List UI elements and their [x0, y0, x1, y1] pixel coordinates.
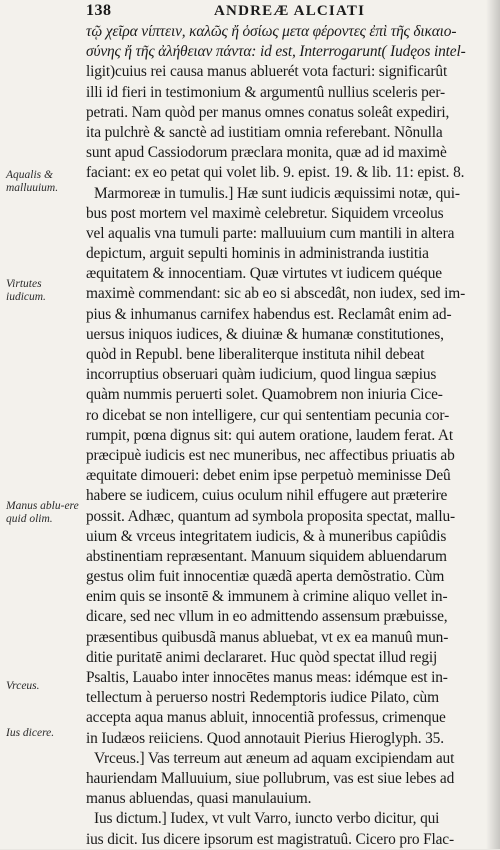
text-line: pius & inhumanus carnifex habendus est. Reclamât enim ad- [86, 305, 452, 323]
body-text [86, 22, 488, 850]
margin-note: Virtutes iudicum. [6, 278, 46, 303]
text-line: ro dicebat se non intelligere, cur qui sententiam pecunia cor- [86, 406, 450, 424]
text-line: incorruptius obseruari quàm iudicium, quod lingua sæpius [86, 366, 437, 384]
text-line: Ius dictum.] Iudex, vt vult Varro, iuncto verbo dicitur, qui [94, 810, 440, 828]
text-line: præsentibus quibusdã manus abluebat, vt ex ea manuû mun- [86, 628, 449, 646]
text-line: rumpit, pœna dignus sit: qui autem oratione, laudem ferat. At [86, 426, 453, 444]
text-line: bus post mortem vel maximè celebretur. Siquidem vrceolus [86, 204, 444, 222]
text-line: æquitatem & innocentiam. Quæ virtutes vt iudicem quéque [86, 265, 442, 283]
running-title: ANDREÆ ALCIATI [214, 3, 366, 19]
text-line: abstinentiam repræsentant. Manuum siquidem abluendarum [86, 547, 447, 565]
text-line: maximè commendant: sic ab eo si abscedât, non iudex, sed im- [86, 285, 466, 303]
text-line: quàm nummis peruerti solet. Quamobrem non iniuria Cice- [86, 386, 443, 404]
text-line: ius dicit. Ius dicere ipsorum est magistratuû. Cicero pro Flac- [86, 830, 454, 848]
text-line: dicare, sed nec vllum in eo admittendo assensum præbuisse, [86, 608, 448, 626]
text-line: ditie puritatē animi declararet. Huc quòd spectat illud regij [86, 648, 438, 666]
page-gutter-shadow [486, 0, 500, 849]
text-line: uersus iniquos iudices, & diuinæ & humanæ constitutiones, [86, 325, 444, 343]
margin-note: Aqualis & malluuium. [6, 169, 59, 194]
text-line: hauriendam Malluuium, siue pollubrum, vas est siue lebes ad [86, 769, 455, 787]
text-line: faciant: ex eo petat qui volet lib. 9. epist. 19. & lib. 11: epist. 8. [86, 164, 465, 182]
text-line: τῷ χεῖρα νίπτειν, καλῶς ἤ ὁσίως μετα φέροντες ἐπὶ τῆς δικαιο- [86, 23, 457, 40]
text-line: accepta aqua manus abluit, innocentiã professus, crimenque [86, 709, 446, 727]
page-number: 138 [86, 2, 112, 19]
text-line: gestus olim fuit innocentiæ quædã aperta demõstratio. Cùm [86, 568, 445, 586]
text-line: vel aqualis vna tumuli parte: malluuium cum mantili in altera [86, 224, 455, 242]
margin-note: Vrceus. [6, 680, 40, 692]
text-line: illi id fieri in testimonium & argumentû nullius sceleris per- [86, 83, 445, 101]
text-line: depictum, arguit sepulti hominis in administranda iustitia [86, 245, 429, 263]
text-line: Marmoreæ in tumulis.] Hæ sunt iudicis æquissimi notæ, qui- [94, 184, 460, 202]
text-line: ita pulchrè & sanctè ad iustitiam omnia referebant. Nõnulla [86, 123, 443, 141]
text-line: σύνης ἤ τῆς ἀλήθειαν πάντα: id est, Interrogarunt( Iudęos intel- [86, 43, 466, 61]
text-line: in Iudæos reiiciens. Quod annotauit Pierius Hieroglyph. 35. [86, 729, 444, 747]
text-line: ligit)cuius rei causa manus abluerét vota facturi: significarût [86, 63, 448, 81]
margin-note: Manus ablu-ere quid olim. [6, 500, 79, 525]
text-line: sunt apud Cassiodorum præclara monita, quæ ad id maximè [86, 144, 447, 162]
text-line: petrati. Nam quòd per manus omnes conatus soleât expediri, [86, 103, 450, 121]
text-line: quòd in Republ. bene liberaliterque instituta nihil debeat [86, 346, 425, 363]
text-line: possit. Adhæc, quantum ad symbola proposita spectat, mallu- [86, 507, 456, 525]
text-line: præcipuè iudicis est nec muneribus, nec affectibus priuatis ab [86, 446, 455, 464]
margin-notes [0, 0, 84, 849]
text-line: habere se iudicem, cuius oculum nihil effugere aut præterire [86, 487, 448, 505]
text-line: Vrceus.] Vas terreum aut æneum ad aquam excipiendam aut [94, 749, 455, 767]
text-line: manus abluendas, quasi manulauium. [86, 790, 312, 808]
text-line: æquitate dimoueri: debet enim ipse perpetuò meminisse Deû [86, 467, 451, 485]
text-line: uium & vrceus integritatem iudicis, & à muneribus capiûdis [86, 527, 447, 545]
text-line: Psaltis, Lauabo inter innocētes manus meas: idémque est in- [86, 669, 448, 686]
text-line: tellectum à peruerso nostri Redemptoris iudice Pilato, cùm [86, 689, 439, 707]
margin-note: Ius dicere. [6, 727, 55, 739]
text-line: enim quis se insontē & immunem à crimine aliquo vellet in- [86, 588, 448, 606]
